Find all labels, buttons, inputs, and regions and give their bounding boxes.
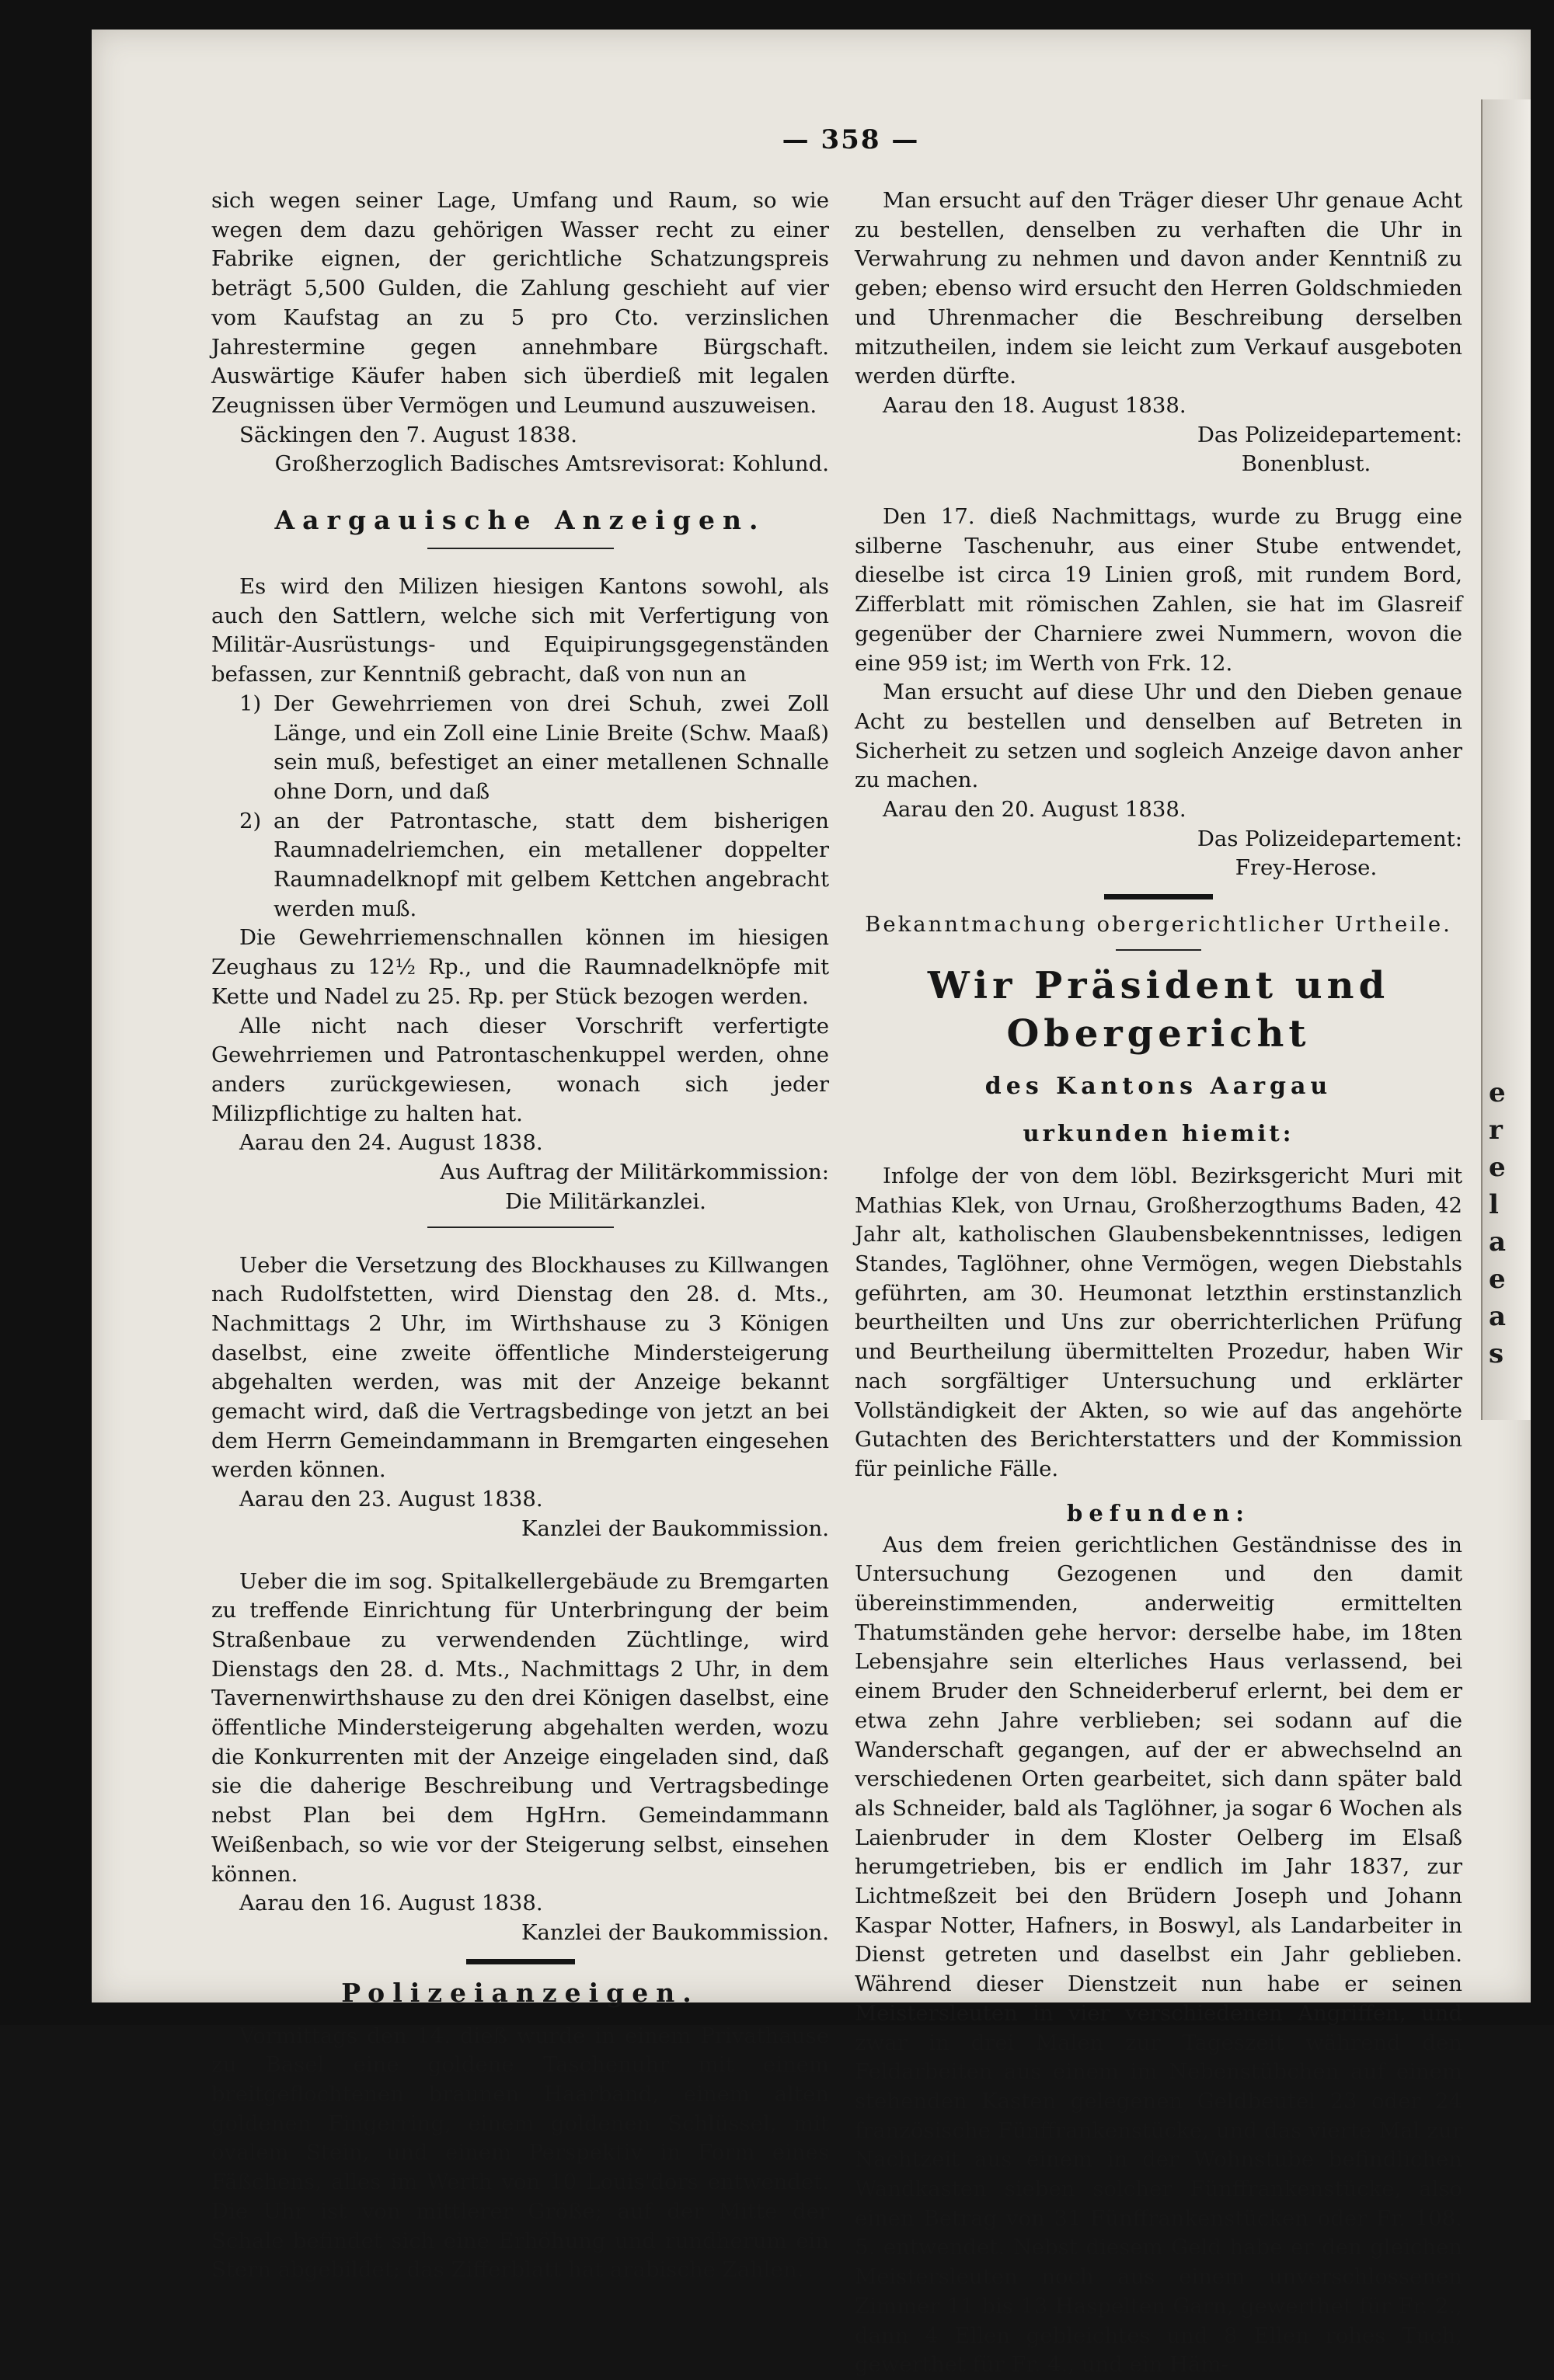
court-declaration: urkunden hiemit: bbox=[1023, 1119, 1294, 1147]
militia-signature-line-1: Aus Auftrag der Militärkommission: bbox=[440, 1160, 829, 1185]
edge-letter: r bbox=[1489, 1115, 1503, 1146]
spital-signature: Kanzlei der Baukommission. bbox=[521, 1919, 829, 1945]
militia-price-text: Die Gewehrriemenschnallen können im hiesigen Zeughaus zu 12½ Rp., und die Raumnadelknöpfe mit Kette und Nadel zu 25. Rp. per Stück bezogen werden. bbox=[211, 925, 829, 1009]
sale-notice-text: sich wegen seiner Lage, Umfang und Raum, so wie wegen dem dazu gehörigen Wasser recht zu einer Fabrike eignen, der gerichtliche Schatzungspreis beträgt 5,500 Gulden, die Zahlung geschieht auf vier vom Kaufstag an zu 5 pro Cto. verzinslichen Jahrestermine gegen annehmbare Bürgschaft. Auswärtige Käufer haben sich überdieß mit legalen Zeugnissen über Vermögen und Leumund auszuweisen. bbox=[211, 188, 829, 418]
brugg-date: Aarau den 20. August 1838. bbox=[883, 797, 1186, 823]
watch-signature-line-1: Das Polizeidepartement: bbox=[1197, 422, 1462, 447]
divider bbox=[1116, 949, 1201, 951]
page-number: — 358 — bbox=[782, 124, 920, 155]
divider bbox=[427, 1227, 614, 1228]
judgments-title: Bekanntmachung obergerichtlicher Urtheile. bbox=[865, 912, 1452, 938]
divider bbox=[427, 548, 614, 549]
militia-notice-text: Es wird den Milizen hiesigen Kantons sowohl, als auch den Sattlern, welche sich mit Verfertigung von Militär-Ausrüstungs- und Equipirungsgegenständen befassen, zur Kenntniß gebracht, daß von nun an bbox=[211, 574, 829, 687]
police-notice-text: Vormittags den 14. dieß wurde in einem Privathause zu Basel eine goldene Taschenuhr mit einem breitgeflochtenen braunen Haarband, einem alten goldenen Fingerring, einem goldenen Schlüssel, mit ovalem Stein, und einem Perspektiv in Form eines Fäßchens, alles im Werth von 10 Louis'dors entwendet. Die Uhr ist von mittlerer Größe; auf der Mitte der Schale befindet sich eine Erhöhung und rundherum ein Stern abgebildet; das Zifferblatt hat arabische Zahlen. bbox=[211, 2023, 829, 2283]
watch-notice-text: Man ersucht auf den Träger dieser Uhr genaue Acht zu bestellen, denselben zu verhaften die Uhr in Verwahrung zu nehmen und davon ander Kenntniß zu geben; ebenso wird ersucht den Herren Goldschmieden und Uhrenmacher die Beschreibung derselben mitzutheilen, indem sie leicht zum Verkauf ausgeboten werden dürfte. bbox=[855, 188, 1462, 389]
edge-letter: l bbox=[1489, 1189, 1499, 1220]
section-title-aargau: Aargauische Anzeigen. bbox=[274, 505, 766, 536]
edge-letter: e bbox=[1489, 1264, 1506, 1295]
watch-date: Aarau den 18. August 1838. bbox=[883, 392, 1186, 418]
court-heading: Wir Präsident und Obergericht bbox=[927, 963, 1390, 1056]
list-item bbox=[239, 807, 829, 924]
list-item bbox=[239, 690, 829, 807]
divider-thick bbox=[466, 1959, 575, 1964]
militia-list bbox=[211, 690, 829, 924]
adjacent-page-letters bbox=[1489, 1074, 1528, 1373]
section-title-police: Polizeianzeigen. bbox=[341, 1977, 699, 2008]
edge-letter: e bbox=[1489, 1152, 1506, 1183]
edge-letter: s bbox=[1489, 1338, 1504, 1369]
edge-letter: a bbox=[1489, 1227, 1507, 1258]
edge-letter: a bbox=[1489, 1301, 1507, 1332]
militia-warning-text: Alle nicht nach dieser Vorschrift verfertigte Gewehrriemen und Patrontaschenkuppel werden, ohne anders zurückgewiesen, wonach sich jeder Milizpflichtige zu halten hat. bbox=[211, 1013, 829, 1126]
blockhaus-signature: Kanzlei der Baukommission. bbox=[521, 1515, 829, 1541]
found-text: Aus dem freien gerichtlichen Geständnisse des in Untersuchung Gezogenen und den damit übereinstimmenden, anderweitig ermittelten Thatumständen gehe hervor: derselbe habe, im 18ten Lebensjahre sein elterliches Haus verlassend, bei einem Bruder den Schneiderberuf erlernt, bei dem er etwa zehn Jahre verblieben; sei sodann auf die Wanderschaft gegangen, auf der er abwechselnd an verschiedenen Orten gearbeitet, sich dann später bald als Schneider, bald als Taglöhner, ja sogar 6 Wochen als Laienbruder in dem Kloster Oelberg im Elsaß herumgetrieben, bis er endlich im Jahr 1837, zur Lichtmeßzeit bei den Brüdern Joseph und Johann Kaspar Notter, Hafners, in Boswyl, als Landarbeiter in Dienst getreten und daselbst ein Jahr geblieben. Während dieser Dienstzeit nun habe er seinen Meistersleuten in vier verschiedenen Angriffen, und zwar in drei Malen zur Tageszeit während den Feldarbeiten aus einem im Nebenstübchen auf einem stehenden Kasten gelegenen Geldbeutel 23 oder 24 französische Fünffrankenstücke, und das vierte Mal zur Nachtzeit aus einem in der Wohnstube befindlichen Wandkasten sieben solcher Fünffrankenstücke, also einen Betrag von 31 Fünffrankenstücken oder Fr. 108. 5. entwendet. Nebst diesem Geld habe er den gleichen Meistersleuten noch aus einem unverschlossenen Zimmer 11 bis 13 Haspelten Garn, gewerthet für Fr. 2., dann 4 Ellen gebleichtes und 8 Ellen rohes Tuch, gewerthet für Fr. 4., und ein Häm- bbox=[855, 1532, 1462, 2378]
sale-notice-signature: Großherzoglich Badisches Amtsrevisorat: Kohlund. bbox=[274, 451, 829, 477]
brugg-signature-line-1: Das Polizeidepartement: bbox=[1197, 826, 1462, 851]
court-text: Infolge der von dem löbl. Bezirksgericht Muri mit Mathias Klek, von Urnau, Großherzogthums Baden, 42 Jahr alt, katholischen Glaubensbekenntnisses, ledigen Standes, Taglöhner, ohne Vermögen, wegen Diebstahls geführten, am 30. Heumonat letzthin erstinstanzlich beurtheilten und Uns zur oberrichterlichen Prüfung und Beurtheilung übermittelten Prozedur, haben Wir nach sorgfältiger Untersuchung und erklärter Vollständigkeit der Akten, so wie auf das angehörte Gutachten des Berichterstatters und der Kommission für peinliche Fälle. bbox=[855, 1163, 1462, 1481]
spital-notice-text: Ueber die im sog. Spitalkellergebäude zu Bremgarten zu treffende Einrichtung für Unterbringung der beim Straßenbaue zu verwendenden Züchtlinge, wird Dienstags den 28. d. Mts., Nachmittags 2 Uhr, in dem Tavernenwirthshause zu den drei Königen daselbst, eine öffentliche Mindersteigerung abgehalten werden, wozu die Konkurrenten mit der Anzeige eingeladen sind, daß sie die daherige Beschreibung und Vertragsbedinge nebst Plan bei dem HgHrn. Gemeindammann Weißenbach, so wie vor der Steigerung selbst, einsehen können. bbox=[211, 1568, 829, 1887]
brugg-notice-text: Den 17. dieß Nachmittags, wurde zu Brugg eine silberne Taschenuhr, aus einer Stube entwendet, dieselbe ist circa 19 Linien groß, mit rundem Bord, Zifferblatt mit römischen Zahlen, sie hat im Glasreif gegenüber der Charniere zwei Nummern, wovon die eine 959 ist; im Werth von Frk. 12. bbox=[855, 504, 1462, 676]
edge-letter: e bbox=[1489, 1077, 1506, 1108]
divider-thick bbox=[1104, 894, 1213, 899]
militia-signature-line-2: Die Militärkanzlei. bbox=[505, 1188, 706, 1214]
court-subheading: des Kantons Aargau bbox=[984, 1072, 1333, 1100]
militia-date: Aarau den 24. August 1838. bbox=[239, 1130, 543, 1156]
blockhaus-notice-text: Ueber die Versetzung des Blockhauses zu Killwangen nach Rudolfstetten, wird Dienstag den 28. d. Mts., Nachmittags 2 Uhr, im Wirthshause zu 3 Königen daselbst, eine zweite öffentliche Mindersteigerung abgehalten werden, was mit der Anzeige bekannt gemacht wird, daß die Vertragsbedinge von jetzt an bei dem Herrn Gemeindammann in Bremgarten eingesehen werden können. bbox=[211, 1252, 829, 1483]
list-item-number: 1) bbox=[239, 691, 262, 716]
list-item-text: Der Gewehrriemen von drei Schuh, zwei Zoll Länge, und ein Zoll eine Linie Breite (Schw. Maaß) sein muß, befestiget an einer metallenen Schnalle ohne Dorn, und daß bbox=[274, 691, 829, 804]
spital-date: Aarau den 16. August 1838. bbox=[239, 1891, 543, 1916]
sale-notice-date: Säckingen den 7. August 1838. bbox=[239, 422, 577, 447]
brugg-request-text: Man ersucht auf diese Uhr und den Dieben genaue Acht zu bestellen und denselben auf Betreten in Sicherheit zu setzen und sogleich Anzeige davon anher zu machen. bbox=[855, 680, 1462, 793]
list-item-number: 2) bbox=[239, 808, 262, 833]
found-word: befunden: bbox=[1067, 1499, 1250, 1526]
right-column bbox=[855, 186, 1462, 2380]
blockhaus-date: Aarau den 23. August 1838. bbox=[239, 1487, 543, 1512]
left-column bbox=[211, 186, 829, 2285]
watch-signature-line-2: Bonenblust. bbox=[1241, 451, 1371, 477]
adjacent-page-edge bbox=[1481, 99, 1531, 1420]
list-item-text: an der Patrontasche, statt dem bisherigen Raumnadelriemchen, ein metallener doppelter Raumnadelknopf mit gelbem Kettchen angebracht werden muß. bbox=[274, 808, 829, 921]
brugg-signature-line-2: Frey-Herose. bbox=[1235, 855, 1378, 881]
